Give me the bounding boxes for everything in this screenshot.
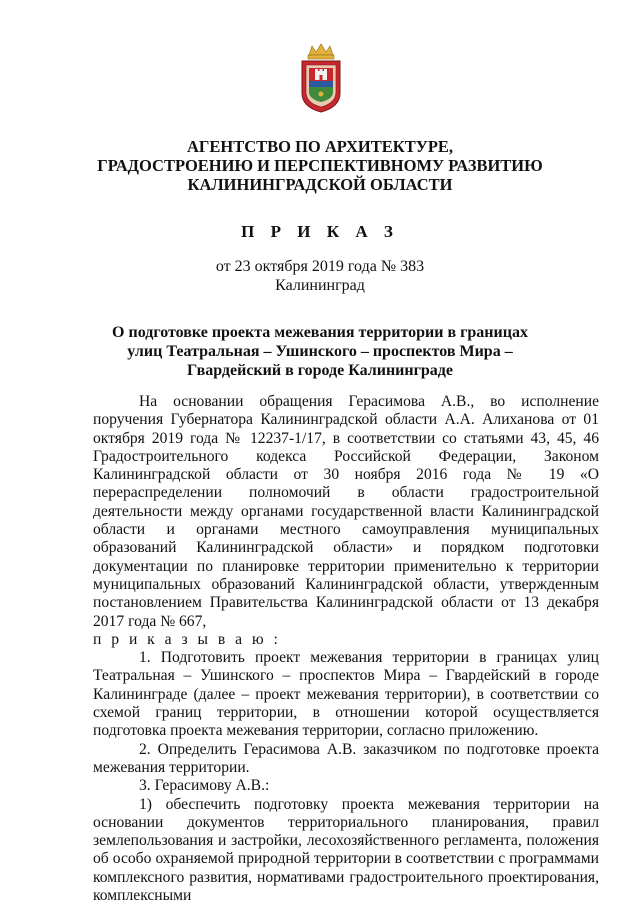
- agency-line-2: ГРАДОСТРОЕНИЮ И ПЕРСПЕКТИВНОМУ РАЗВИТИЮ: [97, 156, 543, 175]
- kaliningrad-coat-of-arms-icon: [297, 43, 345, 113]
- item-3-paragraph: 3. Герасимову А.В.:: [139, 777, 270, 795]
- agency-header: [60, 137, 580, 194]
- agency-line-3: КАЛИНИНГРАДСКОЙ ОБЛАСТИ: [187, 175, 453, 194]
- subject-line-1: О подготовке проекта межевания территории в границах: [112, 324, 528, 341]
- subject-line-3: Гвардейский в городе Калининграде: [187, 362, 453, 379]
- prikazyvayu-text: п р и к а з ы в а ю :: [93, 630, 281, 648]
- item-3-1-paragraph: 1) обеспечить подготовку проекта межевания территории на основании документов территориального планирования, правил землепользования и застройки, лесохозяйственного регламента, положения об особо охраняемой природной территории в соответствии с программами комплексного развития, нормативами градостроительного проектирования, комплексными: [93, 795, 599, 905]
- order-date: от 23 октября 2019 года № 383: [215, 258, 425, 275]
- subject-line-2: улиц Театральная – Ушинского – проспектов Мира –: [127, 343, 513, 360]
- coat-of-arms-emblem: [297, 43, 345, 113]
- order-subject: [80, 323, 560, 380]
- order-date-block: [0, 257, 640, 295]
- order-city: Калининград: [275, 277, 365, 294]
- order-body: [93, 393, 599, 905]
- intro-paragraph: На основании обращения Герасимова А.В., во исполнение поручения Губернатора Калининградской области А.А. Алиханова от 01 октября 2019 года № 12237-1/17, в соответствии со статьями 43, 45, 46 Градостроительного кодекса Российской Федерации, Законом Калининградской области от 30 ноября 2016 года № 19 «О перераспределении полномочий в области градостроительной деятельности между органами государственной власти Калининградской области и органами местного самоуправления муниципальных образований Калининградской области» и порядком подготовки документации по планировке территории применительно к территории муниципальных образований Калининградской области, утвержденным постановлением Правительства Калининградской области от 13 декабря 2017 года № 667,: [93, 393, 599, 630]
- order-title: П Р И К А З: [241, 222, 399, 241]
- agency-line-1: АГЕНТСТВО ПО АРХИТЕКТУРЕ,: [186, 137, 454, 156]
- item-2-paragraph: 2. Определить Герасимова А.В. заказчиком по подготовке проекта межевания территории.: [93, 740, 599, 776]
- item-1-paragraph: 1. Подготовить проект межевания территории в границах улиц Театральная – Ушинского – проспектов Мира – Гвардейский в городе Калининграде (далее – проект межевания территории), в соответствии со схемой границ территории, в отношении которой осуществляется подготовка проекта межевания территории, согласно приложению.: [93, 649, 599, 740]
